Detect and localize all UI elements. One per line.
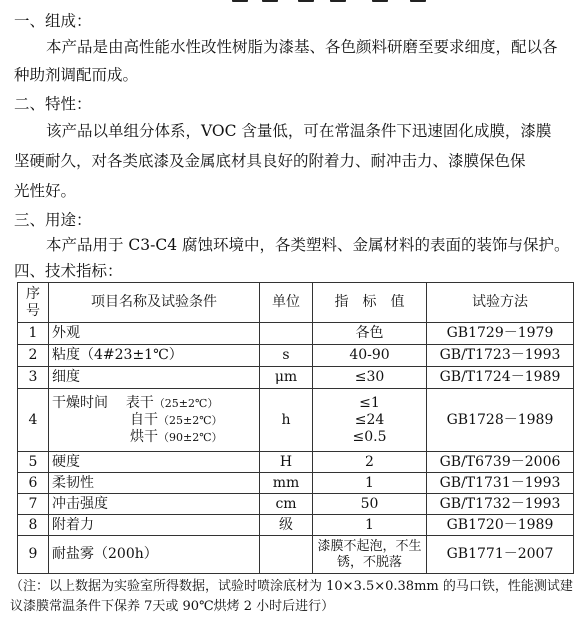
cell-no: 9 [18, 536, 49, 574]
cell-item: 附着力 [49, 515, 260, 536]
table-row [18, 323, 574, 345]
header-seq: 序 号 [18, 283, 49, 323]
table-row-salt-fog [18, 536, 574, 574]
cell-item: 冲击强度 [49, 494, 260, 515]
cell-method: GB/T6739－2006 [427, 452, 574, 473]
section-heading-composition: 一、组成： [14, 12, 92, 30]
cell-item: 硬度 [49, 452, 260, 473]
cell-no: 7 [18, 494, 49, 515]
table-row [18, 367, 574, 389]
cell-unit: h [260, 389, 313, 452]
cell-value: 50 [313, 494, 427, 515]
cell-item: 细度 [49, 367, 260, 389]
cell-method: GB/T1731－1993 [427, 473, 574, 494]
section-heading-specs: 四、技术指标： [14, 262, 123, 280]
cell-value: 40-90 [313, 345, 427, 367]
cell-method: GB/T1732－1993 [427, 494, 574, 515]
composition-text-line-1: 本产品是由高性能水性改性树脂为漆基、各色颜料研磨至要求细度，配以各 [46, 38, 558, 56]
cell-method: GB1771－2007 [427, 536, 574, 574]
footnote: （注：以上数据为实验室所得数据，试验时喷涂底材为 10×3.5×0.38mm 的马口铁，性能测试建议漆膜常温条件下保养 7天或 90℃烘烤 2 小时后进行） [10, 579, 573, 614]
properties-text-line-3: 光性好。 [14, 182, 77, 200]
composition-text-line-2: 种助剂调配而成。 [14, 66, 139, 84]
table-row [18, 473, 574, 494]
cell-no: 4 [18, 389, 49, 452]
cell-unit: cm [260, 494, 313, 515]
section-heading-properties: 二、特性： [14, 95, 92, 113]
cell-unit: μm [260, 367, 313, 389]
header-item: 项目名称及试验条件 [49, 283, 260, 323]
cell-unit [260, 536, 313, 574]
cell-item: 耐盐雾（200h） [49, 536, 260, 574]
cell-method: GB1720－1989 [427, 515, 574, 536]
cell-no: 1 [18, 323, 49, 345]
header-unit: 单位 [260, 283, 313, 323]
cropped-title-remnant [0, 0, 580, 4]
cell-value: 1 [313, 473, 427, 494]
cell-item: 粘度（4#23±1℃） [49, 345, 260, 367]
cell-value: 1 [313, 515, 427, 536]
properties-text-line-2: 坚硬耐久，对各类底漆及金属底材具良好的附着力、耐冲击力、漆膜保色保 [14, 152, 526, 170]
cell-drying-conditions: 干燥时间 表干（25±2℃） 自干（25±2℃） 烘干（90±2℃） [49, 389, 260, 452]
cell-item: 柔韧性 [49, 473, 260, 494]
cell-unit: mm [260, 473, 313, 494]
cell-unit: s [260, 345, 313, 367]
cell-unit: 级 [260, 515, 313, 536]
properties-text-line-1: 该产品以单组分体系，VOC 含量低，可在常温条件下迅速固化成膜，漆膜 [46, 122, 552, 140]
cell-drying-values: ≤1 ≤24 ≤0.5 [313, 389, 427, 452]
cell-unit: H [260, 452, 313, 473]
cell-value: 各色 [313, 323, 427, 345]
cell-method: GB/T1723－1993 [427, 345, 574, 367]
spec-table [17, 282, 574, 574]
table-row [18, 345, 574, 367]
header-method: 试验方法 [427, 283, 574, 323]
table-header-row [18, 283, 574, 323]
table-row [18, 494, 574, 515]
cell-item: 外观 [49, 323, 260, 345]
cell-value: 漆膜不起泡，不生 锈，不脱落 [313, 536, 427, 574]
table-row-drying [18, 389, 574, 452]
cell-no: 3 [18, 367, 49, 389]
section-heading-usage: 三、用途： [14, 211, 92, 229]
usage-text-line-1: 本产品用于 C3-C4 腐蚀环境中，各类塑料、金属材料的表面的装饰与保护。 [46, 236, 570, 254]
table-row [18, 515, 574, 536]
cell-method: GB1729－1979 [427, 323, 574, 345]
header-value: 指 标 值 [313, 283, 427, 323]
table-row [18, 452, 574, 473]
cell-no: 6 [18, 473, 49, 494]
cell-no: 5 [18, 452, 49, 473]
cell-method: GB1728－1989 [427, 389, 574, 452]
cell-no: 8 [18, 515, 49, 536]
cell-method: GB/T1724－1989 [427, 367, 574, 389]
cell-value: 2 [313, 452, 427, 473]
cell-value: ≤30 [313, 367, 427, 389]
cell-unit [260, 323, 313, 345]
cell-no: 2 [18, 345, 49, 367]
